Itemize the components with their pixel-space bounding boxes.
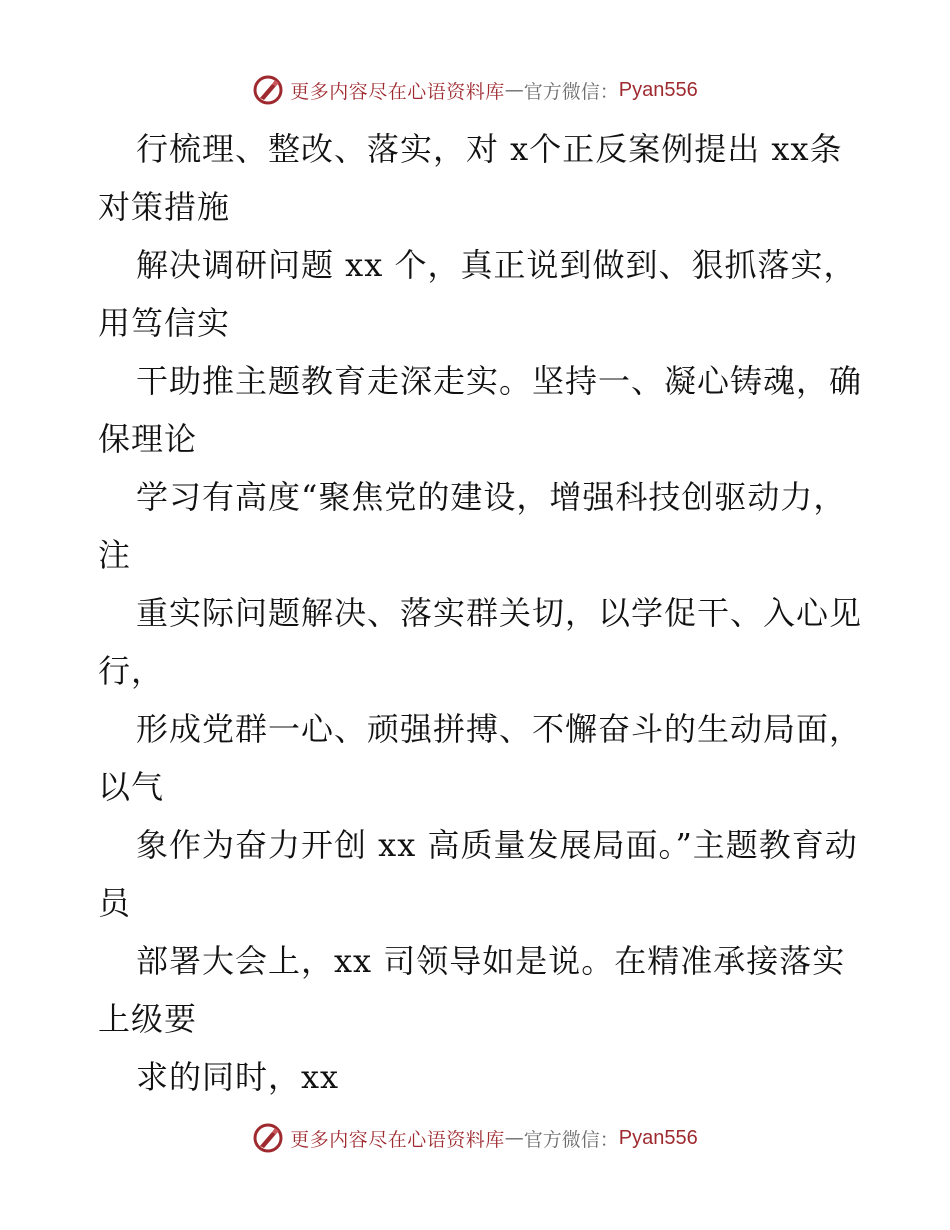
pen-logo-icon [252,1122,284,1154]
header-separator: — [504,79,524,101]
paragraph-4: 学习有高度“聚焦党的建设，增强科技创驱动力，注 [98,478,847,574]
footer-contact-label: 官方微信： [523,1128,619,1151]
footer-banner [0,1118,950,1158]
header-brand-text: 更多内容尽在心语资料库 [290,80,505,103]
paragraph-8: 部署大会上，xx 司领导如是说。在精准承接落实上级要 [98,942,846,1038]
paragraph-3: 干助推主题教育走深走实。坚持一、凝心铸魂，确保理论 [98,362,863,458]
pen-logo-icon [252,74,284,106]
footer-handle: Pyan556 [618,1126,698,1149]
paragraph-9: 求的同时，xx [136,1058,340,1096]
header-contact-label: 官方微信： [523,80,619,103]
header-handle: Pyan556 [618,78,698,101]
paragraph-7: 象作为奋力开创 xx 高质量发展局面。”主题教育动员 [98,826,858,922]
paragraph-2: 解决调研问题 xx 个，真正说到做到、狠抓落实，用笃信实 [98,246,857,342]
header-banner [0,70,950,110]
paragraph-1: 行梳理、整改、落实，对 x个正反案例提出 xx条对策措施 [98,130,843,226]
paragraph-5: 重实际问题解决、落实群关切，以学促干、入心见行， [98,594,863,690]
footer-brand-text: 更多内容尽在心语资料库 [290,1128,505,1151]
document-body [98,120,868,1106]
paragraph-6: 形成党群一心、顽强拼搏、不懈奋斗的生动局面，以气 [98,710,863,806]
footer-separator: — [504,1127,524,1149]
